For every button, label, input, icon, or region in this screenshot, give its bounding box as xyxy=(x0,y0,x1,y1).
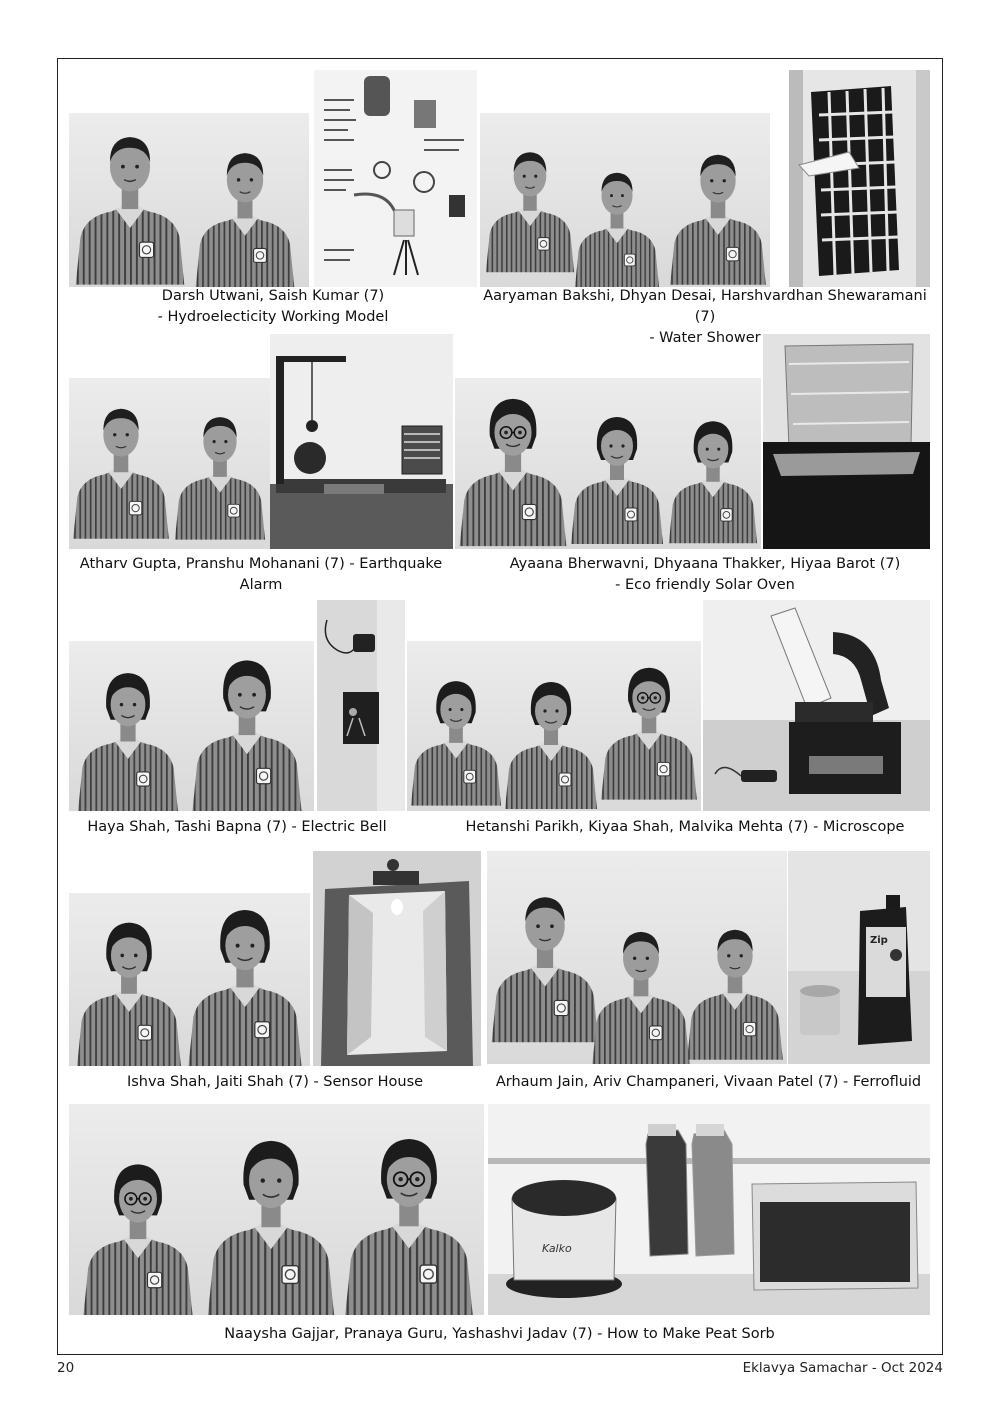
student-figure xyxy=(69,908,189,1066)
caption-names: Arhaum Jain, Ariv Champaneri, Vivaan Patel (7) - Ferrofluid xyxy=(495,1074,922,1090)
caption-names: Aaryaman Bakshi, Dhyan Desai, Harshvardhan Shewaramani (7) xyxy=(483,288,927,325)
project-photo-sensor-house xyxy=(313,851,481,1066)
student-figure xyxy=(455,381,571,549)
water-shower-drawing xyxy=(789,70,930,287)
student-figure xyxy=(567,399,667,549)
student-figure xyxy=(562,159,672,287)
student-photo xyxy=(69,113,309,287)
project-caption xyxy=(69,817,405,838)
student-photo xyxy=(69,893,310,1066)
student-figure xyxy=(183,137,307,287)
caption-project: Alarm xyxy=(239,577,283,593)
student-figure xyxy=(201,1123,341,1315)
project-photo-water-shower xyxy=(789,70,930,287)
student-figure xyxy=(487,858,603,1064)
peat-sorb-drawing xyxy=(488,1104,930,1315)
hydroelectric-model-drawing xyxy=(314,70,477,287)
student-figure xyxy=(71,117,189,287)
project-photo-solar-oven xyxy=(763,334,930,549)
caption-names: Ishva Shah, Jaiti Shah (7) - Sensor House xyxy=(126,1074,424,1090)
student-figure xyxy=(597,643,701,811)
student-photo xyxy=(407,641,701,811)
microscope-drawing xyxy=(703,600,930,811)
project-photo-peat-sorb xyxy=(488,1104,930,1315)
project-caption xyxy=(487,1072,930,1093)
electric-bell-drawing xyxy=(317,600,405,811)
caption-names: Atharv Gupta, Pranshu Mohanani (7) - Earthquake xyxy=(79,556,443,572)
student-photo xyxy=(69,378,270,549)
student-figure xyxy=(181,645,313,811)
project-caption xyxy=(69,554,453,596)
project-photo-electric-bell xyxy=(317,600,405,811)
caption-names: Hetanshi Parikh, Kiyaa Shah, Malvika Mehta (7) - Microscope xyxy=(465,819,905,835)
caption-names: Naaysha Gajjar, Pranaya Guru, Yashashvi Jadav (7) - How to Make Peat Sorb xyxy=(224,1326,775,1342)
caption-project: - Water Shower xyxy=(649,330,761,346)
student-figure xyxy=(501,667,601,811)
publication-footer: Eklavya Samachar - Oct 2024 xyxy=(742,1360,943,1376)
student-figure xyxy=(666,137,770,287)
sensor-house-drawing xyxy=(313,851,481,1066)
caption-project: - Hydroelecticity Working Model xyxy=(157,309,389,325)
student-figure xyxy=(407,663,505,811)
student-figure xyxy=(587,916,695,1064)
project-photo-microscope xyxy=(703,600,930,811)
student-photo xyxy=(69,1104,484,1315)
caption-names: Haya Shah, Tashi Bapna (7) - Electric Bell xyxy=(87,819,387,835)
oil-bottle-label: Zip xyxy=(870,935,888,946)
project-caption xyxy=(69,286,477,328)
project-photo-hydroelectricity xyxy=(314,70,477,287)
tub-label: Kalko xyxy=(542,1242,572,1255)
project-photo-ferrofluid xyxy=(788,851,930,1064)
student-figure xyxy=(171,393,269,549)
caption-project: - Eco friendly Solar Oven xyxy=(615,577,795,593)
earthquake-alarm-drawing xyxy=(270,334,453,549)
ferrofluid-drawing xyxy=(788,851,930,1064)
page-number: 20 xyxy=(57,1360,75,1376)
student-photo xyxy=(487,851,787,1064)
project-photo-earthquake-alarm xyxy=(270,334,453,549)
student-figure xyxy=(69,383,173,549)
project-caption xyxy=(480,554,930,596)
project-caption xyxy=(69,1072,481,1093)
project-caption xyxy=(420,817,950,838)
student-figure xyxy=(665,403,761,549)
student-figure xyxy=(69,1149,207,1315)
student-figure xyxy=(69,659,187,811)
student-figure xyxy=(683,910,787,1064)
project-caption xyxy=(69,1324,930,1345)
student-figure xyxy=(335,1121,483,1315)
caption-names: Ayaana Bherwavni, Dhyaana Thakker, Hiyaa Barot (7) xyxy=(509,556,901,572)
student-figure xyxy=(181,894,309,1066)
student-photo xyxy=(480,113,770,287)
solar-oven-drawing xyxy=(763,334,930,549)
student-photo xyxy=(69,641,314,811)
caption-names: Darsh Utwani, Saish Kumar (7) xyxy=(161,288,385,304)
student-photo xyxy=(455,378,761,549)
